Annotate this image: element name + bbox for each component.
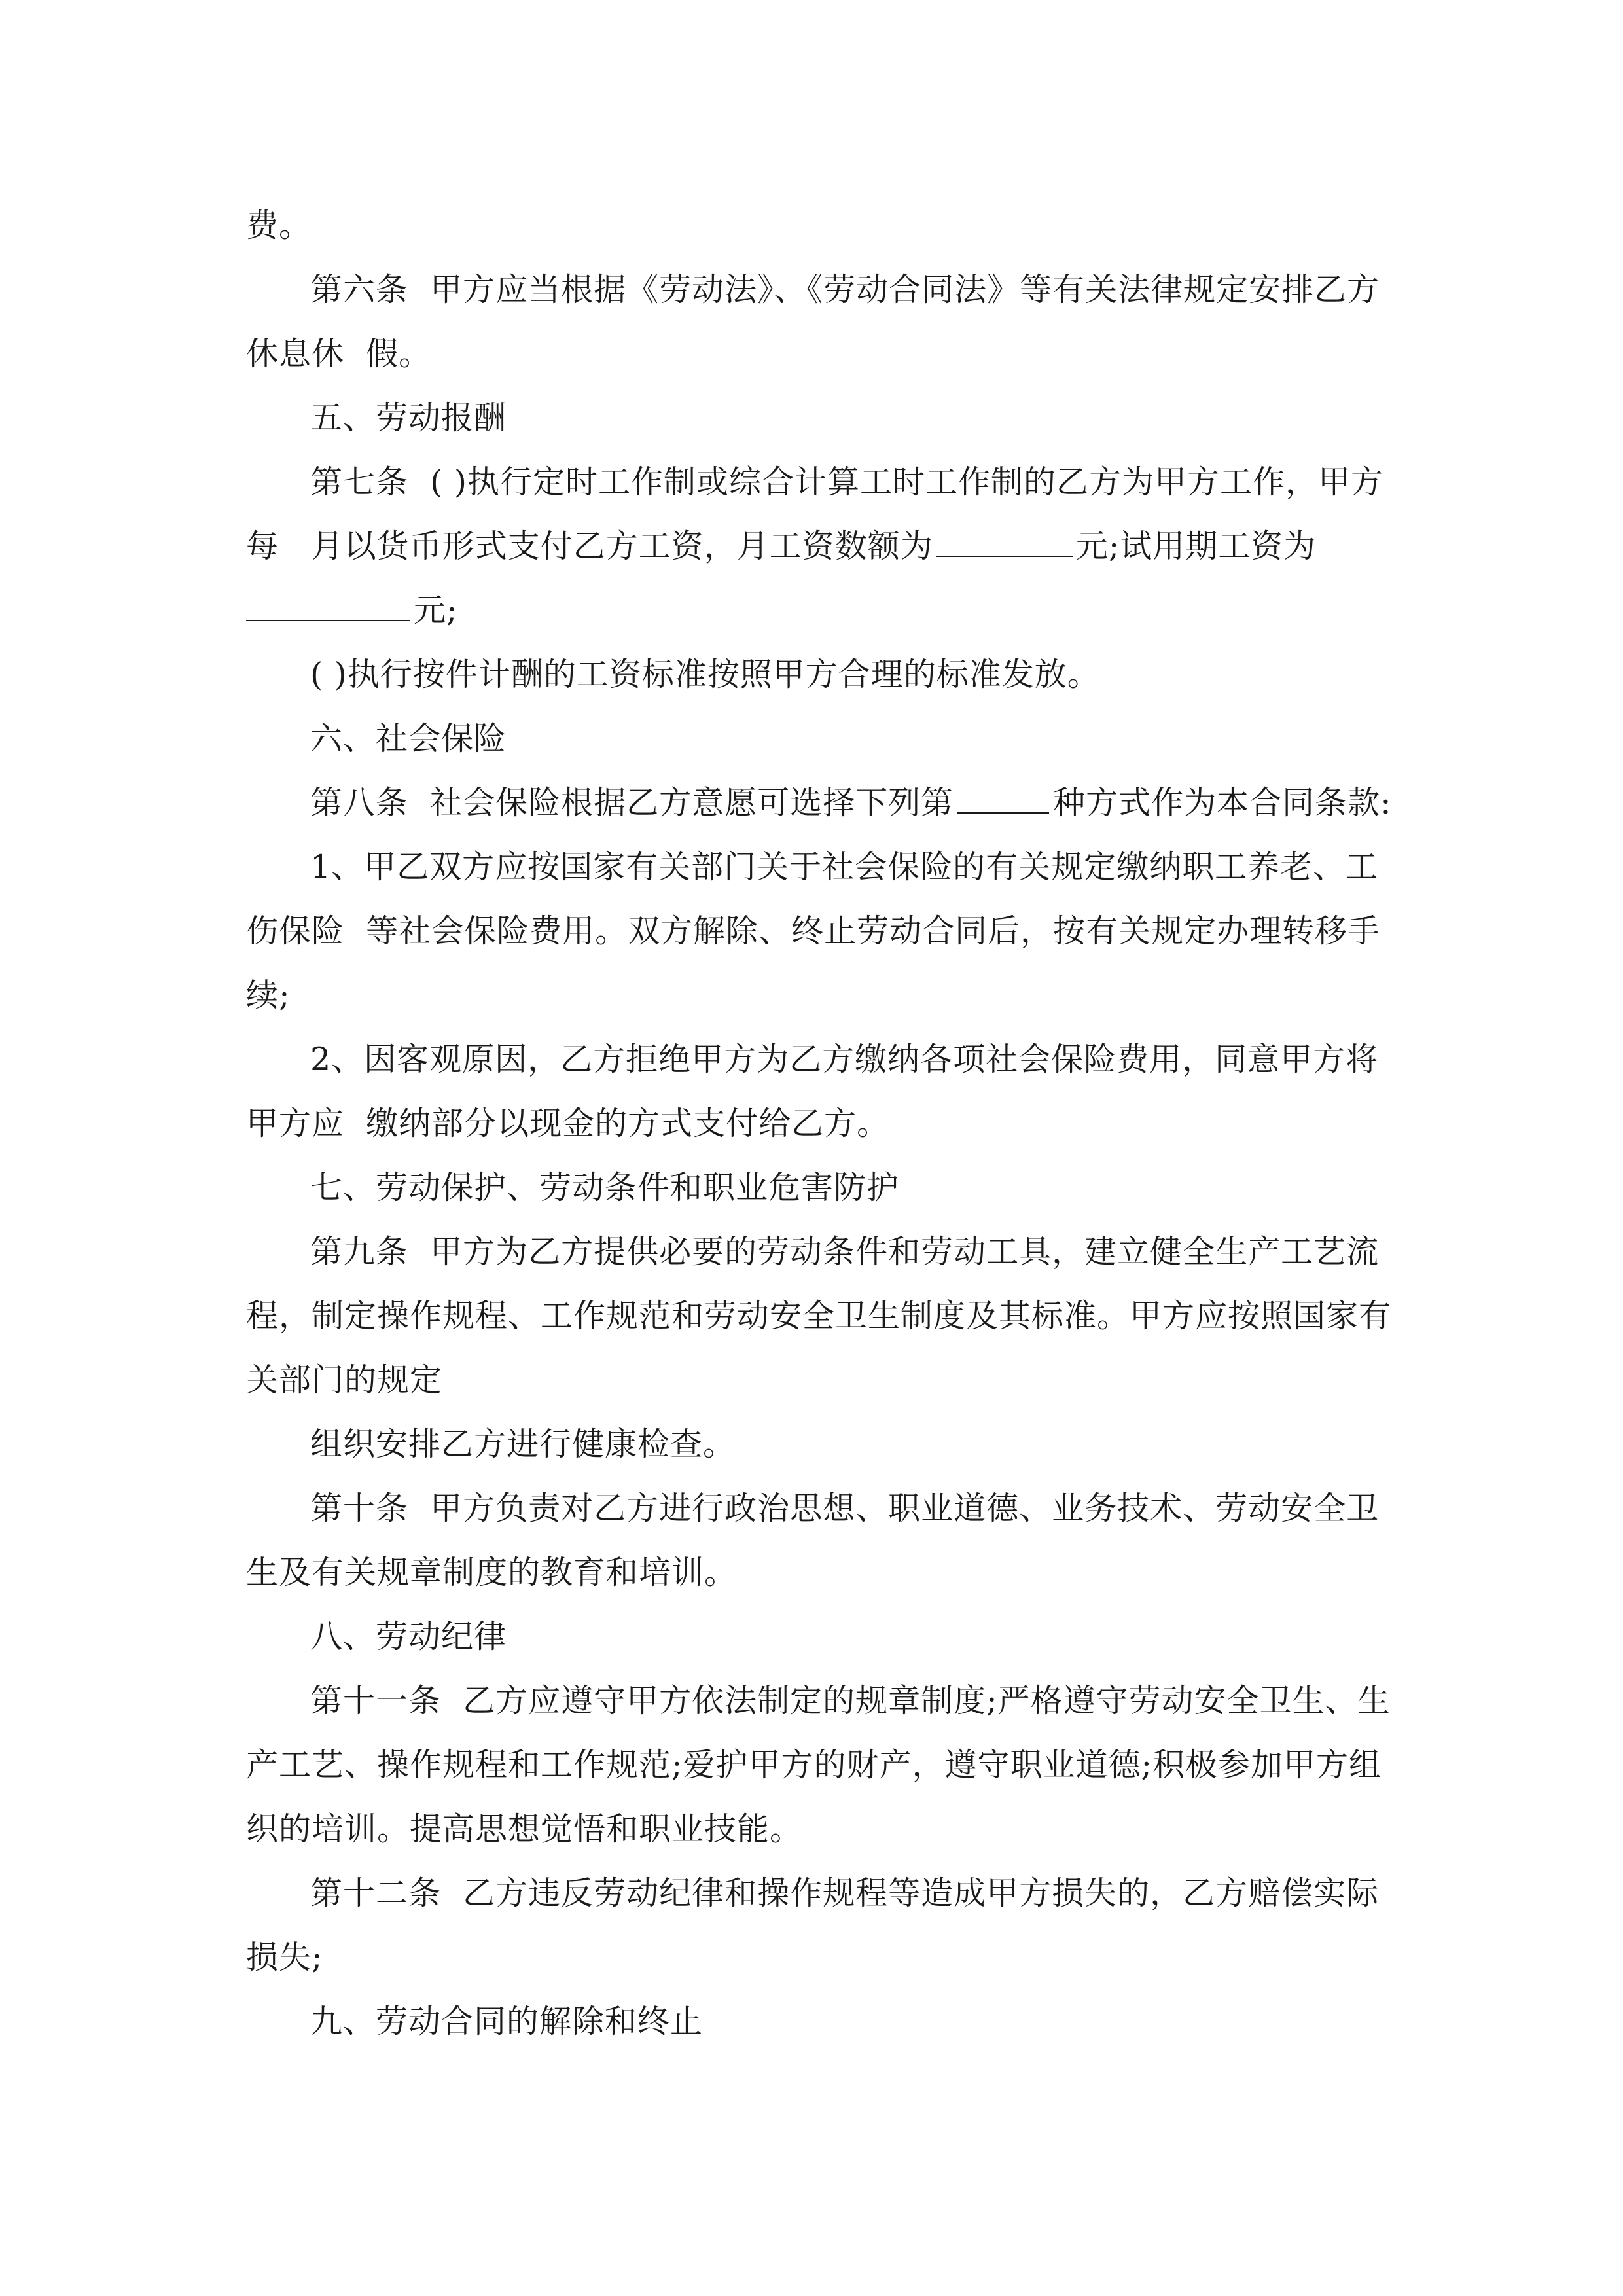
article-9-line-4: 组织安排乙方进行健康检查。 [310,1426,736,1463]
article-8-line-1 [310,783,1449,823]
insurance-item-1-line-1: 1、甲乙双方应按国家有关部门关于社会保险的有关规定缴纳职工养老、工 [310,848,1379,886]
insurance-item-1-line-3: 续; [246,977,291,1014]
article-10-line-2: 生及有关规章制度的教育和培训。 [246,1554,738,1591]
article-11-line-1: 第十一条 乙方应遵守甲方依法制定的规章制度;严格遵守劳动安全卫生、生 [310,1682,1391,1719]
article-9-line-1: 第九条 甲方为乙方提供必要的劳动条件和劳动工具，建立健全生产工艺流 [310,1233,1380,1270]
insurance-option-blank [957,783,1049,814]
article-9-line-3: 关部门的规定 [246,1361,443,1399]
section-heading-7: 七、劳动保护、劳动条件和职业危害防护 [310,1169,900,1206]
piece-rate-line: ( )执行按件计酬的工资标准按照甲方合理的标准发放。 [310,656,1100,693]
article-11-line-3: 织的培训。提高思想觉悟和职业技能。 [246,1810,803,1848]
article-6-line-1: 第六条 甲方应当根据《劳动法》、《劳动合同法》等有关法律规定安排乙方 [310,271,1380,308]
article-7-line-3 [246,591,1385,630]
section-heading-8: 八、劳动纪律 [310,1618,507,1655]
monthly-wage-label: 每 月以货币形式支付乙方工资，月工资数额为 [246,528,933,565]
probation-wage-blank [246,591,410,621]
article-10-line-1: 第十条 甲方负责对乙方进行政治思想、职业道德、业务技术、劳动安全卫 [310,1490,1380,1527]
probation-wage-label: 元;试用期工资为 [1075,528,1317,565]
article-11-line-2: 产工艺、操作规程和工作规范;爱护甲方的财产，遵守职业道德;积极参加甲方组 [246,1746,1382,1784]
section-heading-5: 五、劳动报酬 [310,399,507,437]
insurance-item-1-line-2: 伤保险 等社会保险费用。双方解除、终止劳动合同后，按有关规定办理转移手 [246,912,1381,950]
article-9-line-2: 程，制定操作规程、工作规范和劳动安全卫生制度及其标准。甲方应按照国家有 [246,1297,1392,1335]
article-8-prefix: 第八条 社会保险根据乙方意愿可选择下列第 [310,784,954,821]
section-heading-6: 六、社会保险 [310,720,507,757]
article-7-line-2 [246,527,1385,566]
insurance-item-2-line-2: 甲方应 缴纳部分以现金的方式支付给乙方。 [246,1105,890,1142]
yuan-label: 元; [414,592,458,629]
article-6-line-2: 休息休 假。 [246,335,432,372]
article-12-line-2: 损失; [246,1939,323,1976]
section-heading-9: 九、劳动合同的解除和终止 [310,2003,704,2040]
article-8-suffix: 种方式作为本合同条款: [1053,784,1392,821]
article-7-line-1: 第七条 ( )执行定时工作制或综合计算工时工作制的乙方为甲方工作，甲方 [310,463,1383,501]
monthly-wage-blank [936,527,1073,557]
article-12-line-1: 第十二条 乙方违反劳动纪律和操作规程等造成甲方损失的，乙方赔偿实际 [310,1874,1380,1912]
text-line: 费。 [246,207,312,244]
insurance-item-2-line-1: 2、因客观原因，乙方拒绝甲方为乙方缴纳各项社会保险费用，同意甲方将 [310,1041,1379,1078]
